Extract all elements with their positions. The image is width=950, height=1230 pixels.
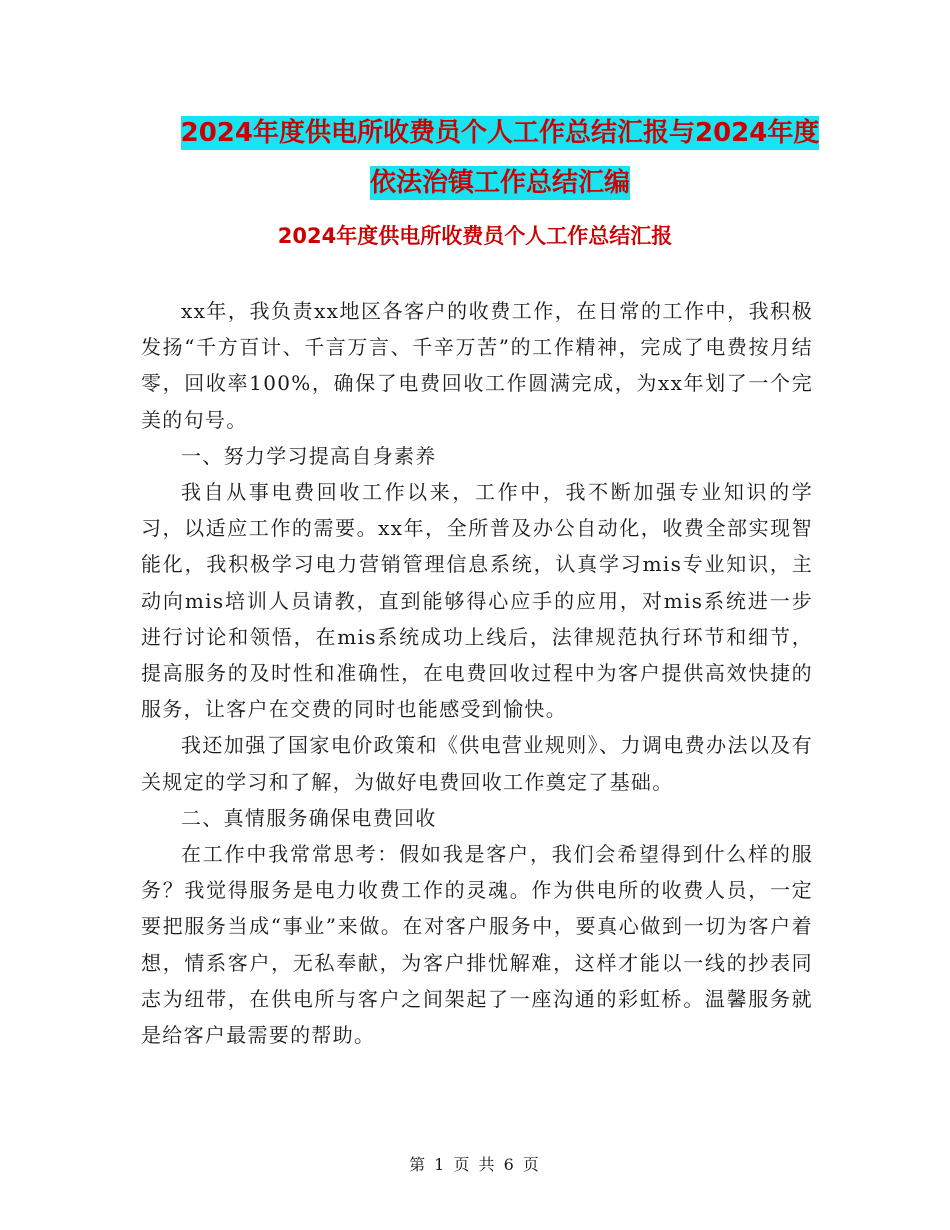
title-line-2: 依法治镇工作总结汇编: [369, 168, 630, 198]
page-number: 第 1 页 共 6 页: [409, 1155, 541, 1174]
paragraph-intro: xx年，我负责xx地区各客户的收费工作，在日常的工作中，我积极发扬“千方百计、千言万言、千辛万苦”的工作精神，完成了电费按月结零，回收率100%，确保了电费回收工作圆满完成，为xx年划了一个完美的句号。: [141, 299, 813, 432]
heading-service: 二、真情服务确保电费回收: [181, 805, 437, 830]
document-body: [141, 293, 813, 1053]
paragraph-study: 我自从事电费回收工作以来，工作中，我不断加强专业知识的学习，以适应工作的需要。xx年，全所普及办公自动化，收费全部实现智能化，我积极学习电力营销管理信息系统，认真学习mis专业知识，主动向mis培训人员请教，直到能够得心应手的应用，对mis系统进一步进行讨论和领悟，在mis系统成功上线后，法律规范执行环节和细节，提高服务的及时性和准确性，在电费回收过程中为客户提供高效快捷的服务，让客户在交费的同时也能感受到愉快。: [141, 480, 813, 722]
paragraph-policy: 我还加强了国家电价政策和《供电营业规则》、力调电费办法以及有关规定的学习和了解，为做好电费回收工作奠定了基础。: [141, 733, 813, 794]
section-title: 2024年度供电所收费员个人工作总结汇报: [277, 224, 673, 248]
heading-study: 一、努力学习提高自身素养: [181, 443, 437, 468]
document-title: [140, 108, 860, 208]
paragraph-service: 在工作中我常常思考：假如我是客户，我们会希望得到什么样的服务？我觉得服务是电力收费工作的灵魂。作为供电所的收费人员，一定要把服务当成“事业”来做。在对客户服务中，要真心做到一切为客户着想，情系客户，无私奉献，为客户排忧解难，这样才能以一线的抄表同志为纽带，在供电所与客户之间架起了一座沟通的彩虹桥。温馨服务就是给客户最需要的帮助。: [141, 842, 813, 1048]
title-line-1: 2024年度供电所收费员个人工作总结汇报与2024年度: [180, 118, 820, 148]
